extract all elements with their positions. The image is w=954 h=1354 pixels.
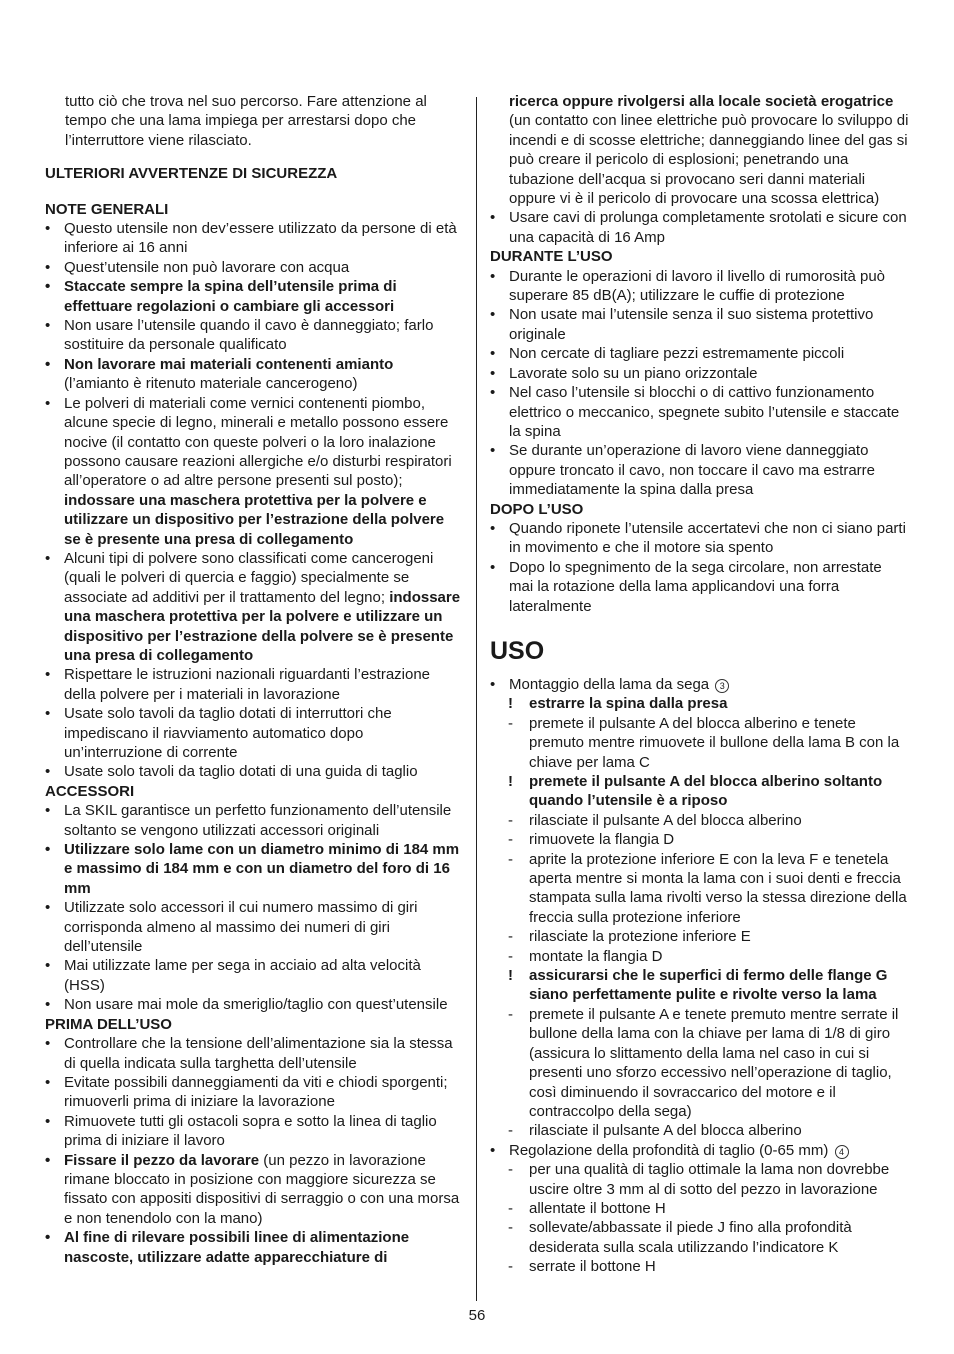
item-text: Quest’utensile non può lavorare con acqua [64, 258, 350, 276]
list-item [45, 1073, 461, 1112]
heading-before-use: PRIMA DELL’USO [45, 1015, 172, 1033]
bullet: • [45, 802, 51, 820]
step-item [490, 714, 910, 772]
list-item [490, 558, 910, 616]
bullet: • [45, 1229, 51, 1247]
heading-accessories: ACCESSORI [45, 782, 135, 800]
item-bold: Fissare il pezzo da lavorare [64, 1151, 260, 1169]
item-text: Le polveri di materiali come vernici contenenti piombo, alcune specie di legno, minerali e metallo possono essere nocive (il contatto con queste polveri o la loro inalazione possono causare reazioni allergiche e/o disturbi respiratori all’operatore o ad altre persone presenti sul posto); [64, 394, 452, 490]
dash-marker: - [508, 1122, 513, 1140]
step-item [490, 811, 910, 830]
item-text: Rimuovete tutti gli ostacoli sopra e sotto la linea di taglio prima di iniziare il lavoro [64, 1112, 437, 1150]
item-bold: indossare una maschera protettiva per la polvere e utilizzare un dispositivo per l’estrazione della polvere se è presente una presa di collegamento [64, 491, 445, 548]
item-bold: indossare una maschera protettiva per la polvere e utilizzare un dispositivo per l’estrazione della polvere se è presente una presa di collegamento [64, 588, 461, 664]
bullet: • [45, 549, 51, 567]
item-text: Controllare che la tensione dell’alimentazione sia la stessa di quella indicata sulla targhetta dell’utensile [64, 1035, 453, 1072]
item-text: Utilizzate solo accessori il cui numero massimo di giri corrisponda almeno al massimo dei numeri di giri dell’utensile [64, 899, 418, 956]
item-text: La SKIL garantisce un perfetto funzionamento dell’utensile soltanto se vengono utilizzati accessori originali [64, 802, 452, 839]
column-divider [476, 97, 477, 1301]
bullet: • [490, 345, 496, 363]
list-item [45, 1112, 461, 1151]
item-text: assicurarsi che le superfici di fermo delle flange G siano perfettamente pulite e rivolte verso la lama [529, 967, 888, 1004]
dash-marker: - [508, 1199, 513, 1217]
step-item [490, 850, 910, 928]
warning-item [490, 694, 910, 713]
warning-item [490, 772, 910, 811]
list-item [45, 1034, 461, 1073]
item-text: per una qualità di taglio ottimale la lama non dovrebbe uscire oltre 3 mm al di sotto del pezzo in lavorazione [529, 1161, 890, 1198]
list-item [45, 840, 461, 898]
continued-item [490, 92, 910, 208]
dash-marker: - [508, 1161, 513, 1179]
step-item [490, 1257, 910, 1276]
item-text: Rispettare le istruzioni nazionali riguardanti l’estrazione della polvere per i materiali in lavorazione [64, 666, 431, 703]
bullet: • [45, 841, 51, 859]
bullet: • [490, 1141, 496, 1159]
bullet: • [490, 384, 496, 402]
item-text: allentate il bottone H [529, 1199, 666, 1217]
item-text: (l’amianto è ritenuto materiale cancerogeno) [64, 375, 358, 393]
list-item [490, 267, 910, 306]
bullet: • [45, 666, 51, 684]
intro-text: tutto ciò che trova nel suo percorso. Fare attenzione al tempo che una lama impiega per arrestarsi dopo che l’interruttore viene rilasciato. [65, 93, 427, 149]
item-text: premete il pulsante A del blocca alberino soltanto quando l’utensile è a riposo [529, 773, 883, 810]
item-text: Staccate sempre la spina dell’utensile prima di effettuare regolazioni o cambiare gli accessori [64, 278, 397, 315]
list-item [45, 704, 461, 762]
step-item [490, 1121, 910, 1140]
list-item [490, 208, 910, 247]
step-item [490, 830, 910, 849]
item-text: aprite la protezione inferiore E con la leva F e tenetela aperta mentre si monta la lama con i suoi denti e freccia stampata sulla lama rivolti verso la stessa direzione della freccia sulla protezione inferiore [529, 850, 907, 926]
item-text: Alcuni tipi di polvere sono classificati come cancerogeni (quali le polveri di quercia e faggio) specialmente se associate ad additivi per il trattamento del legno; [64, 549, 434, 606]
item-text: Utilizzare solo lame con un diametro minimo di 184 mm e massimo di 184 mm e con un diametro del foro di 16 mm [64, 841, 460, 897]
step-item [490, 927, 910, 946]
page-number: 56 [468, 1307, 486, 1324]
bullet: • [45, 355, 51, 373]
bullet: • [45, 317, 51, 335]
step-item [490, 1199, 910, 1218]
list-item [45, 898, 461, 956]
step-item [490, 1218, 910, 1257]
bullet: • [45, 763, 51, 781]
figure-ref-icon: 3 [715, 679, 729, 693]
list-item [45, 219, 461, 258]
item-text: (un contatto con linee elettriche può provocare lo sviluppo di incendi e di scosse elettriche; danneggiando linee del gas si può creare il pericolo di esplosioni; penetrando una tubazione dell’acqua si provocano seri danni materiali oppure vi è il pericolo di provocare una scossa elettrica) [509, 112, 909, 208]
item-text: rilasciate il pulsante A del blocca alberino [529, 811, 802, 829]
bullet: • [45, 705, 51, 723]
list-item [45, 394, 461, 549]
dash-marker: - [508, 831, 513, 849]
list-item [45, 316, 461, 355]
item-text: Non usate mai l’utensile senza il suo sistema protettivo originale [509, 306, 874, 343]
item-text: rilasciate la protezione inferiore E [529, 928, 751, 946]
item-text: premete il pulsante A del blocca alberino e tenete premuto mentre rimuovete il bullone della lama B con la chiave per lama C [529, 714, 900, 771]
item-text: estrarre la spina dalla presa [529, 695, 728, 713]
list-item [490, 1141, 910, 1160]
item-text: (un pezzo in lavorazione rimane bloccato in posizione con maggiore sicurezza se fissato con appositi dispositivi di serraggio o con una morsa e non tenendolo con la mano) [64, 1151, 460, 1227]
step-item [490, 947, 910, 966]
item-bold: Non lavorare mai materiali contenenti amianto [64, 355, 394, 373]
item-text: Usate solo tavoli da taglio dotati di interruttori che impediscano il riavviamento automatico dopo un’interruzione di corrente [64, 705, 392, 761]
list-item [490, 675, 910, 694]
dash-marker: - [508, 947, 513, 965]
list-item [45, 277, 461, 316]
bullet: • [45, 220, 51, 238]
bullet: • [45, 1073, 51, 1091]
list-item [45, 355, 461, 394]
list-item [490, 364, 910, 383]
item-text: rilasciate il pulsante A del blocca alberino [529, 1122, 802, 1140]
item-text: Usare cavi di prolunga completamente srotolati e sicure con una capacità di 16 Amp [509, 209, 907, 246]
item-text: Evitate possibili danneggiamenti da viti e chiodi sporgenti; rimuoverli prima di iniziare la lavorazione [64, 1073, 448, 1111]
bullet: • [490, 558, 496, 576]
exclamation-marker: ! [508, 773, 513, 790]
heading-safety: ULTERIORI AVVERTENZE DI SICUREZZA [45, 165, 338, 183]
item-text: Se durante un’operazione di lavoro viene danneggiato oppure troncato il cavo, non toccare il cavo ma estrarre immediatamente la spina dalla presa [509, 442, 876, 499]
list-item [490, 519, 910, 558]
item-text: Montaggio della lama da sega [509, 675, 710, 693]
item-bold: ricerca oppure rivolgersi alla locale società erogatrice [509, 93, 894, 110]
item-text: Quando riponete l’utensile accertatevi che non ci siano parti in movimento e che il motore sia spento [509, 519, 906, 557]
bullet: • [45, 1112, 51, 1130]
item-text: sollevate/abbassate il piede J fino alla profondità desiderata sulla scala utilizzando l’indicatore K [529, 1219, 852, 1256]
heading-during-use: DURANTE L’USO [490, 248, 613, 266]
item-text: premete il pulsante A e tenete premuto mentre serrate il bullone della lama con la chiave per lama di 1/8 di giro (assicura lo slittamento della lama nel caso in cui si presenti uno sforzo eccessivo nell’operazione di taglio, così diminuendo il sovraccarico del motore e il contraccolpo della sega) [529, 1005, 899, 1120]
bullet: • [45, 1151, 51, 1169]
list-item [45, 995, 461, 1014]
heading-after-use: DOPO L’USO [490, 500, 584, 518]
list-item [490, 344, 910, 363]
list-item [45, 1151, 461, 1229]
item-text: montate la flangia D [529, 947, 663, 965]
dash-marker: - [508, 1258, 513, 1276]
bullet: • [45, 957, 51, 975]
bullet: • [490, 675, 496, 693]
bullet: • [490, 364, 496, 382]
list-item [45, 258, 461, 277]
item-text: Nel caso l’utensile si blocchi o di cattivo funzionamento elettrico o meccanico, spegnete subito l’utensile e staccate la spina [509, 384, 900, 440]
list-item [45, 956, 461, 995]
figure-ref-icon: 4 [835, 1145, 849, 1159]
warning-item [490, 966, 910, 1005]
bullet: • [490, 209, 496, 227]
dash-marker: - [508, 714, 513, 732]
dash-marker: - [508, 811, 513, 829]
left-column [45, 92, 461, 1267]
bullet: • [45, 394, 51, 412]
item-text: Non usare mai mole da smeriglio/taglio con quest’utensile [64, 996, 448, 1014]
list-item [490, 441, 910, 499]
exclamation-marker: ! [508, 695, 513, 713]
step-item [490, 1160, 910, 1199]
item-text: Questo utensile non dev’essere utilizzato da persone di età inferiore ai 16 anni [64, 220, 457, 257]
bullet: • [490, 442, 496, 460]
heading-general: NOTE GENERALI [45, 200, 169, 218]
bullet: • [490, 267, 496, 285]
item-text: serrate il bottone H [529, 1258, 656, 1276]
item-text: Al fine di rilevare possibili linee di alimentazione nascoste, utilizzare adatte apparecchiature di [64, 1229, 410, 1266]
dash-marker: - [508, 1219, 513, 1237]
item-text: Mai utilizzate lame per sega in acciaio ad alta velocità (HSS) [64, 957, 421, 994]
list-item [45, 801, 461, 840]
item-text: Non cercate di tagliare pezzi estremamente piccoli [509, 345, 845, 363]
list-item [45, 1228, 461, 1267]
bullet: • [45, 899, 51, 917]
item-text: Lavorate solo su un piano orizzontale [509, 364, 758, 382]
step-item [490, 1005, 910, 1121]
right-column [490, 92, 910, 1277]
item-text: Non usare l’utensile quando il cavo è danneggiato; farlo sostituire da personale qualificato [64, 317, 434, 354]
list-item [45, 762, 461, 781]
bullet: • [45, 996, 51, 1014]
bullet: • [490, 519, 496, 537]
list-item [490, 305, 910, 344]
item-text: Dopo lo spegnimento de la sega circolare, non arrestate mai la rotazione della lama applicandovi una forra lateralmente [509, 558, 882, 615]
bullet: • [490, 306, 496, 324]
list-item [45, 665, 461, 704]
item-text: Regolazione della profondità di taglio (0-65 mm) [509, 1141, 829, 1159]
dash-marker: - [508, 850, 513, 868]
bullet: • [45, 278, 51, 296]
bullet: • [45, 258, 51, 276]
list-item [45, 549, 461, 665]
dash-marker: - [508, 928, 513, 946]
item-text: rimuovete la flangia D [529, 831, 675, 849]
section-title-uso: USO [490, 636, 545, 665]
item-text: Usate solo tavoli da taglio dotati di una guida di taglio [64, 763, 418, 781]
bullet: • [45, 1035, 51, 1053]
list-item [490, 383, 910, 441]
exclamation-marker: ! [508, 967, 513, 985]
dash-marker: - [508, 1005, 513, 1023]
item-text: Durante le operazioni di lavoro il livello di rumorosità può superare 85 dB(A); utilizzare le cuffie di protezione [509, 267, 886, 305]
